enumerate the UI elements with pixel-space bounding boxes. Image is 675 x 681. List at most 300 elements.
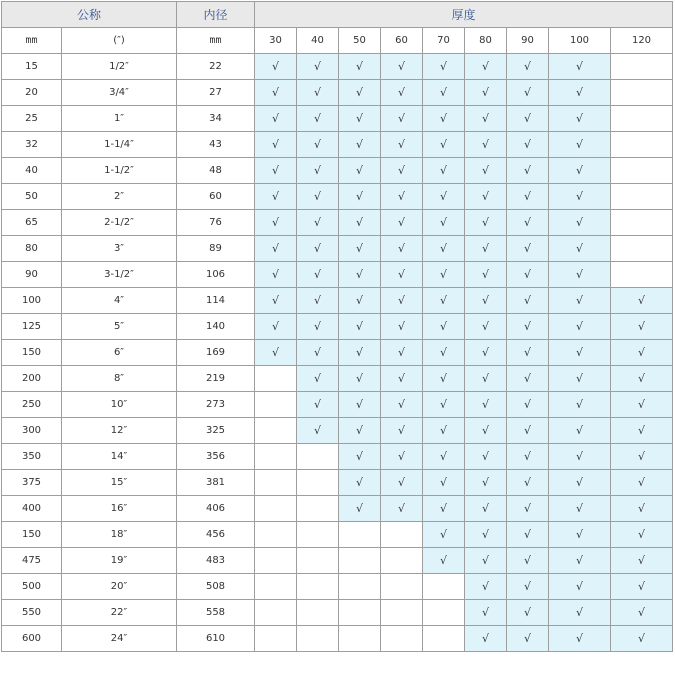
check-mark-icon: √ bbox=[271, 190, 279, 203]
check-mark-icon: √ bbox=[397, 216, 405, 229]
thickness-cell bbox=[381, 548, 423, 574]
check-mark-icon: √ bbox=[575, 242, 583, 255]
check-mark-icon: √ bbox=[313, 346, 321, 359]
thickness-cell bbox=[339, 210, 381, 236]
inner-diameter-cell: 325 bbox=[177, 418, 255, 444]
thickness-cell bbox=[255, 548, 297, 574]
thickness-cell bbox=[549, 366, 611, 392]
check-mark-icon: √ bbox=[481, 242, 489, 255]
check-mark-icon: √ bbox=[481, 138, 489, 151]
thickness-cell bbox=[507, 470, 549, 496]
thickness-cell bbox=[549, 262, 611, 288]
check-mark-icon: √ bbox=[481, 190, 489, 203]
thickness-cell bbox=[297, 366, 339, 392]
check-mark-icon: √ bbox=[481, 554, 489, 567]
check-mark-icon: √ bbox=[397, 424, 405, 437]
thickness-cell bbox=[339, 366, 381, 392]
table-row bbox=[2, 132, 673, 158]
thickness-cell bbox=[297, 314, 339, 340]
nominal-mm-cell: 40 bbox=[2, 158, 62, 184]
thickness-cell bbox=[255, 392, 297, 418]
thickness-cell bbox=[381, 54, 423, 80]
check-mark-icon: √ bbox=[481, 86, 489, 99]
thickness-cell bbox=[423, 158, 465, 184]
thickness-cell bbox=[465, 392, 507, 418]
thickness-cell bbox=[507, 626, 549, 652]
thickness-cell bbox=[611, 262, 673, 288]
check-mark-icon: √ bbox=[397, 372, 405, 385]
thickness-cell bbox=[549, 158, 611, 184]
thickness-cell bbox=[549, 600, 611, 626]
check-mark-icon: √ bbox=[575, 554, 583, 567]
check-mark-icon: √ bbox=[637, 554, 645, 567]
thickness-cell bbox=[507, 80, 549, 106]
check-mark-icon: √ bbox=[637, 632, 645, 645]
check-mark-icon: √ bbox=[575, 476, 583, 489]
thickness-cell bbox=[549, 80, 611, 106]
check-mark-icon: √ bbox=[637, 424, 645, 437]
thickness-cell bbox=[423, 106, 465, 132]
nominal-mm-cell: 50 bbox=[2, 184, 62, 210]
inner-diameter-cell: 48 bbox=[177, 158, 255, 184]
thickness-cell bbox=[297, 626, 339, 652]
check-mark-icon: √ bbox=[523, 60, 531, 73]
check-mark-icon: √ bbox=[523, 528, 531, 541]
thickness-cell bbox=[255, 210, 297, 236]
thickness-cell bbox=[297, 392, 339, 418]
check-mark-icon: √ bbox=[397, 320, 405, 333]
check-mark-icon: √ bbox=[313, 216, 321, 229]
check-mark-icon: √ bbox=[271, 86, 279, 99]
thickness-cell bbox=[507, 288, 549, 314]
thickness-cell bbox=[465, 418, 507, 444]
check-mark-icon: √ bbox=[397, 476, 405, 489]
thickness-cell bbox=[423, 626, 465, 652]
check-mark-icon: √ bbox=[313, 320, 321, 333]
thickness-cell bbox=[297, 132, 339, 158]
thickness-cell bbox=[611, 314, 673, 340]
check-mark-icon: √ bbox=[355, 398, 363, 411]
check-mark-icon: √ bbox=[575, 398, 583, 411]
thickness-cell bbox=[381, 366, 423, 392]
check-mark-icon: √ bbox=[397, 450, 405, 463]
thickness-cell bbox=[549, 314, 611, 340]
check-mark-icon: √ bbox=[313, 372, 321, 385]
check-mark-icon: √ bbox=[313, 138, 321, 151]
check-mark-icon: √ bbox=[313, 294, 321, 307]
check-mark-icon: √ bbox=[481, 606, 489, 619]
thickness-cell bbox=[549, 392, 611, 418]
check-mark-icon: √ bbox=[397, 346, 405, 359]
check-mark-icon: √ bbox=[523, 242, 531, 255]
check-mark-icon: √ bbox=[481, 112, 489, 125]
thickness-cell bbox=[297, 210, 339, 236]
nominal-inch-cell: 5″ bbox=[62, 314, 177, 340]
check-mark-icon: √ bbox=[439, 398, 447, 411]
check-mark-icon: √ bbox=[523, 424, 531, 437]
check-mark-icon: √ bbox=[481, 476, 489, 489]
inner-diameter-cell: 76 bbox=[177, 210, 255, 236]
thickness-cell bbox=[611, 132, 673, 158]
nominal-mm-cell: 150 bbox=[2, 340, 62, 366]
nominal-inch-cell: 1″ bbox=[62, 106, 177, 132]
check-mark-icon: √ bbox=[637, 476, 645, 489]
thickness-cell bbox=[465, 496, 507, 522]
table-row bbox=[2, 574, 673, 600]
thickness-cell bbox=[297, 496, 339, 522]
check-mark-icon: √ bbox=[397, 242, 405, 255]
check-mark-icon: √ bbox=[439, 320, 447, 333]
table-row bbox=[2, 210, 673, 236]
thickness-cell bbox=[507, 522, 549, 548]
check-mark-icon: √ bbox=[523, 632, 531, 645]
nominal-inch-cell: 1-1/4″ bbox=[62, 132, 177, 158]
thickness-cell bbox=[297, 574, 339, 600]
thickness-cell bbox=[549, 522, 611, 548]
check-mark-icon: √ bbox=[271, 112, 279, 125]
thickness-cell bbox=[297, 288, 339, 314]
check-mark-icon: √ bbox=[397, 190, 405, 203]
thickness-cell bbox=[381, 262, 423, 288]
check-mark-icon: √ bbox=[481, 398, 489, 411]
thickness-cell bbox=[549, 106, 611, 132]
thickness-cell bbox=[507, 444, 549, 470]
thickness-cell bbox=[507, 262, 549, 288]
thickness-cell bbox=[507, 236, 549, 262]
inner-diameter-cell: 381 bbox=[177, 470, 255, 496]
thickness-cell bbox=[507, 496, 549, 522]
check-mark-icon: √ bbox=[355, 164, 363, 177]
thickness-cell bbox=[423, 392, 465, 418]
thickness-cell bbox=[423, 80, 465, 106]
thickness-cell bbox=[339, 392, 381, 418]
thickness-cell bbox=[549, 574, 611, 600]
check-mark-icon: √ bbox=[575, 528, 583, 541]
thickness-cell bbox=[339, 288, 381, 314]
thickness-cell bbox=[255, 366, 297, 392]
thickness-cell bbox=[339, 418, 381, 444]
thickness-cell bbox=[611, 184, 673, 210]
thickness-cell bbox=[381, 626, 423, 652]
inner-diameter-cell: 508 bbox=[177, 574, 255, 600]
thickness-cell bbox=[255, 522, 297, 548]
nominal-inch-cell: 1-1/2″ bbox=[62, 158, 177, 184]
nominal-mm-cell: 15 bbox=[2, 54, 62, 80]
check-mark-icon: √ bbox=[397, 294, 405, 307]
thickness-cell bbox=[339, 548, 381, 574]
thickness-cell bbox=[611, 366, 673, 392]
inner-diameter-cell: 89 bbox=[177, 236, 255, 262]
thickness-cell bbox=[339, 470, 381, 496]
thickness-cell bbox=[465, 340, 507, 366]
thickness-cell bbox=[465, 548, 507, 574]
check-mark-icon: √ bbox=[271, 242, 279, 255]
thickness-cell bbox=[507, 210, 549, 236]
check-mark-icon: √ bbox=[575, 112, 583, 125]
thickness-cell bbox=[465, 366, 507, 392]
thickness-cell bbox=[507, 548, 549, 574]
thickness-cell bbox=[611, 522, 673, 548]
thickness-cell bbox=[611, 470, 673, 496]
thickness-cell bbox=[423, 496, 465, 522]
inner-diameter-cell: 140 bbox=[177, 314, 255, 340]
thickness-cell bbox=[465, 522, 507, 548]
nominal-inch-cell: 22″ bbox=[62, 600, 177, 626]
check-mark-icon: √ bbox=[313, 242, 321, 255]
check-mark-icon: √ bbox=[397, 86, 405, 99]
check-mark-icon: √ bbox=[355, 86, 363, 99]
thickness-cell bbox=[423, 314, 465, 340]
thickness-cell bbox=[611, 236, 673, 262]
check-mark-icon: √ bbox=[439, 268, 447, 281]
thickness-cell bbox=[465, 262, 507, 288]
pipe-spec-table bbox=[1, 1, 673, 652]
thickness-cell bbox=[507, 314, 549, 340]
thickness-cell bbox=[381, 470, 423, 496]
thickness-90: 90 bbox=[507, 28, 549, 54]
check-mark-icon: √ bbox=[313, 86, 321, 99]
nominal-mm-cell: 65 bbox=[2, 210, 62, 236]
thickness-cell bbox=[255, 626, 297, 652]
check-mark-icon: √ bbox=[355, 424, 363, 437]
nominal-mm-cell: 600 bbox=[2, 626, 62, 652]
check-mark-icon: √ bbox=[575, 320, 583, 333]
check-mark-icon: √ bbox=[481, 216, 489, 229]
thickness-cell bbox=[423, 288, 465, 314]
check-mark-icon: √ bbox=[523, 164, 531, 177]
inner-diameter-cell: 34 bbox=[177, 106, 255, 132]
thickness-cell bbox=[339, 600, 381, 626]
thickness-cell bbox=[465, 288, 507, 314]
nominal-inch-cell: 2-1/2″ bbox=[62, 210, 177, 236]
thickness-cell bbox=[423, 444, 465, 470]
nominal-inch-cell: 16″ bbox=[62, 496, 177, 522]
thickness-120: 120 bbox=[611, 28, 673, 54]
check-mark-icon: √ bbox=[271, 346, 279, 359]
thickness-cell bbox=[297, 548, 339, 574]
thickness-cell bbox=[255, 158, 297, 184]
thickness-cell bbox=[255, 288, 297, 314]
check-mark-icon: √ bbox=[439, 86, 447, 99]
check-mark-icon: √ bbox=[575, 60, 583, 73]
thickness-80: 80 bbox=[465, 28, 507, 54]
thickness-cell bbox=[611, 288, 673, 314]
nominal-inch-cell: 3-1/2″ bbox=[62, 262, 177, 288]
check-mark-icon: √ bbox=[481, 632, 489, 645]
check-mark-icon: √ bbox=[355, 450, 363, 463]
nominal-inch-cell: 24″ bbox=[62, 626, 177, 652]
thickness-cell bbox=[465, 54, 507, 80]
table-row bbox=[2, 444, 673, 470]
check-mark-icon: √ bbox=[439, 346, 447, 359]
thickness-cell bbox=[339, 80, 381, 106]
check-mark-icon: √ bbox=[439, 502, 447, 515]
thickness-cell bbox=[381, 574, 423, 600]
thickness-cell bbox=[297, 184, 339, 210]
nominal-inch-cell: 4″ bbox=[62, 288, 177, 314]
nominal-mm-cell: 90 bbox=[2, 262, 62, 288]
subheader-inner-unit: mm bbox=[177, 28, 255, 54]
thickness-cell bbox=[611, 444, 673, 470]
table-row bbox=[2, 106, 673, 132]
thickness-cell bbox=[465, 158, 507, 184]
nominal-inch-cell: 2″ bbox=[62, 184, 177, 210]
check-mark-icon: √ bbox=[355, 502, 363, 515]
thickness-cell bbox=[381, 184, 423, 210]
check-mark-icon: √ bbox=[481, 424, 489, 437]
thickness-cell bbox=[255, 496, 297, 522]
check-mark-icon: √ bbox=[439, 242, 447, 255]
thickness-cell bbox=[549, 288, 611, 314]
check-mark-icon: √ bbox=[523, 294, 531, 307]
inner-diameter-cell: 456 bbox=[177, 522, 255, 548]
table-row bbox=[2, 366, 673, 392]
check-mark-icon: √ bbox=[637, 320, 645, 333]
nominal-mm-cell: 150 bbox=[2, 522, 62, 548]
check-mark-icon: √ bbox=[575, 424, 583, 437]
thickness-cell bbox=[297, 262, 339, 288]
thickness-cell bbox=[549, 54, 611, 80]
check-mark-icon: √ bbox=[575, 346, 583, 359]
nominal-inch-cell: 19″ bbox=[62, 548, 177, 574]
thickness-cell bbox=[465, 80, 507, 106]
nominal-mm-cell: 250 bbox=[2, 392, 62, 418]
check-mark-icon: √ bbox=[355, 138, 363, 151]
check-mark-icon: √ bbox=[575, 86, 583, 99]
check-mark-icon: √ bbox=[439, 476, 447, 489]
check-mark-icon: √ bbox=[439, 528, 447, 541]
thickness-cell bbox=[381, 236, 423, 262]
thickness-cell bbox=[339, 522, 381, 548]
check-mark-icon: √ bbox=[355, 294, 363, 307]
thickness-cell bbox=[465, 626, 507, 652]
nominal-mm-cell: 25 bbox=[2, 106, 62, 132]
thickness-cell bbox=[297, 80, 339, 106]
thickness-30: 30 bbox=[255, 28, 297, 54]
inner-diameter-cell: 273 bbox=[177, 392, 255, 418]
check-mark-icon: √ bbox=[481, 502, 489, 515]
nominal-mm-cell: 20 bbox=[2, 80, 62, 106]
thickness-cell bbox=[507, 340, 549, 366]
check-mark-icon: √ bbox=[355, 268, 363, 281]
table-row bbox=[2, 626, 673, 652]
thickness-cell bbox=[255, 470, 297, 496]
table-row bbox=[2, 470, 673, 496]
check-mark-icon: √ bbox=[575, 580, 583, 593]
header-thickness: 厚度 bbox=[255, 2, 673, 28]
check-mark-icon: √ bbox=[523, 216, 531, 229]
check-mark-icon: √ bbox=[637, 346, 645, 359]
check-mark-icon: √ bbox=[523, 320, 531, 333]
thickness-cell bbox=[549, 210, 611, 236]
thickness-cell bbox=[339, 574, 381, 600]
inner-diameter-cell: 43 bbox=[177, 132, 255, 158]
thickness-cell bbox=[611, 80, 673, 106]
check-mark-icon: √ bbox=[575, 632, 583, 645]
table-row bbox=[2, 158, 673, 184]
thickness-cell bbox=[465, 236, 507, 262]
check-mark-icon: √ bbox=[575, 502, 583, 515]
inner-diameter-cell: 219 bbox=[177, 366, 255, 392]
thickness-cell bbox=[611, 392, 673, 418]
check-mark-icon: √ bbox=[355, 372, 363, 385]
check-mark-icon: √ bbox=[637, 502, 645, 515]
check-mark-icon: √ bbox=[481, 528, 489, 541]
inner-diameter-cell: 610 bbox=[177, 626, 255, 652]
check-mark-icon: √ bbox=[355, 476, 363, 489]
thickness-cell bbox=[549, 626, 611, 652]
thickness-cell bbox=[255, 574, 297, 600]
check-mark-icon: √ bbox=[523, 398, 531, 411]
inner-diameter-cell: 22 bbox=[177, 54, 255, 80]
thickness-cell bbox=[381, 158, 423, 184]
check-mark-icon: √ bbox=[397, 112, 405, 125]
check-mark-icon: √ bbox=[575, 294, 583, 307]
check-mark-icon: √ bbox=[637, 528, 645, 541]
thickness-cell bbox=[611, 548, 673, 574]
check-mark-icon: √ bbox=[575, 268, 583, 281]
thickness-cell bbox=[465, 444, 507, 470]
check-mark-icon: √ bbox=[575, 606, 583, 619]
thickness-cell bbox=[255, 314, 297, 340]
thickness-cell bbox=[381, 132, 423, 158]
thickness-50: 50 bbox=[339, 28, 381, 54]
thickness-cell bbox=[507, 54, 549, 80]
thickness-cell bbox=[255, 418, 297, 444]
nominal-inch-cell: 10″ bbox=[62, 392, 177, 418]
check-mark-icon: √ bbox=[481, 372, 489, 385]
check-mark-icon: √ bbox=[355, 112, 363, 125]
inner-diameter-cell: 483 bbox=[177, 548, 255, 574]
check-mark-icon: √ bbox=[355, 242, 363, 255]
thickness-cell bbox=[297, 236, 339, 262]
check-mark-icon: √ bbox=[523, 580, 531, 593]
check-mark-icon: √ bbox=[313, 424, 321, 437]
check-mark-icon: √ bbox=[313, 164, 321, 177]
check-mark-icon: √ bbox=[439, 138, 447, 151]
check-mark-icon: √ bbox=[439, 112, 447, 125]
header-nominal: 公称 bbox=[2, 2, 177, 28]
check-mark-icon: √ bbox=[439, 450, 447, 463]
check-mark-icon: √ bbox=[481, 320, 489, 333]
check-mark-icon: √ bbox=[439, 372, 447, 385]
check-mark-icon: √ bbox=[271, 320, 279, 333]
thickness-cell bbox=[297, 600, 339, 626]
check-mark-icon: √ bbox=[397, 268, 405, 281]
thickness-cell bbox=[423, 470, 465, 496]
thickness-cell bbox=[465, 470, 507, 496]
thickness-cell bbox=[339, 54, 381, 80]
table-row bbox=[2, 54, 673, 80]
header-row bbox=[2, 2, 673, 28]
thickness-cell bbox=[381, 600, 423, 626]
check-mark-icon: √ bbox=[481, 164, 489, 177]
nominal-inch-cell: 15″ bbox=[62, 470, 177, 496]
check-mark-icon: √ bbox=[523, 502, 531, 515]
check-mark-icon: √ bbox=[355, 346, 363, 359]
check-mark-icon: √ bbox=[481, 268, 489, 281]
thickness-cell bbox=[465, 210, 507, 236]
check-mark-icon: √ bbox=[397, 502, 405, 515]
thickness-cell bbox=[381, 392, 423, 418]
check-mark-icon: √ bbox=[481, 60, 489, 73]
header-inner-diameter: 内径 bbox=[177, 2, 255, 28]
thickness-cell bbox=[255, 600, 297, 626]
check-mark-icon: √ bbox=[575, 190, 583, 203]
check-mark-icon: √ bbox=[439, 164, 447, 177]
thickness-cell bbox=[611, 574, 673, 600]
thickness-cell bbox=[611, 496, 673, 522]
